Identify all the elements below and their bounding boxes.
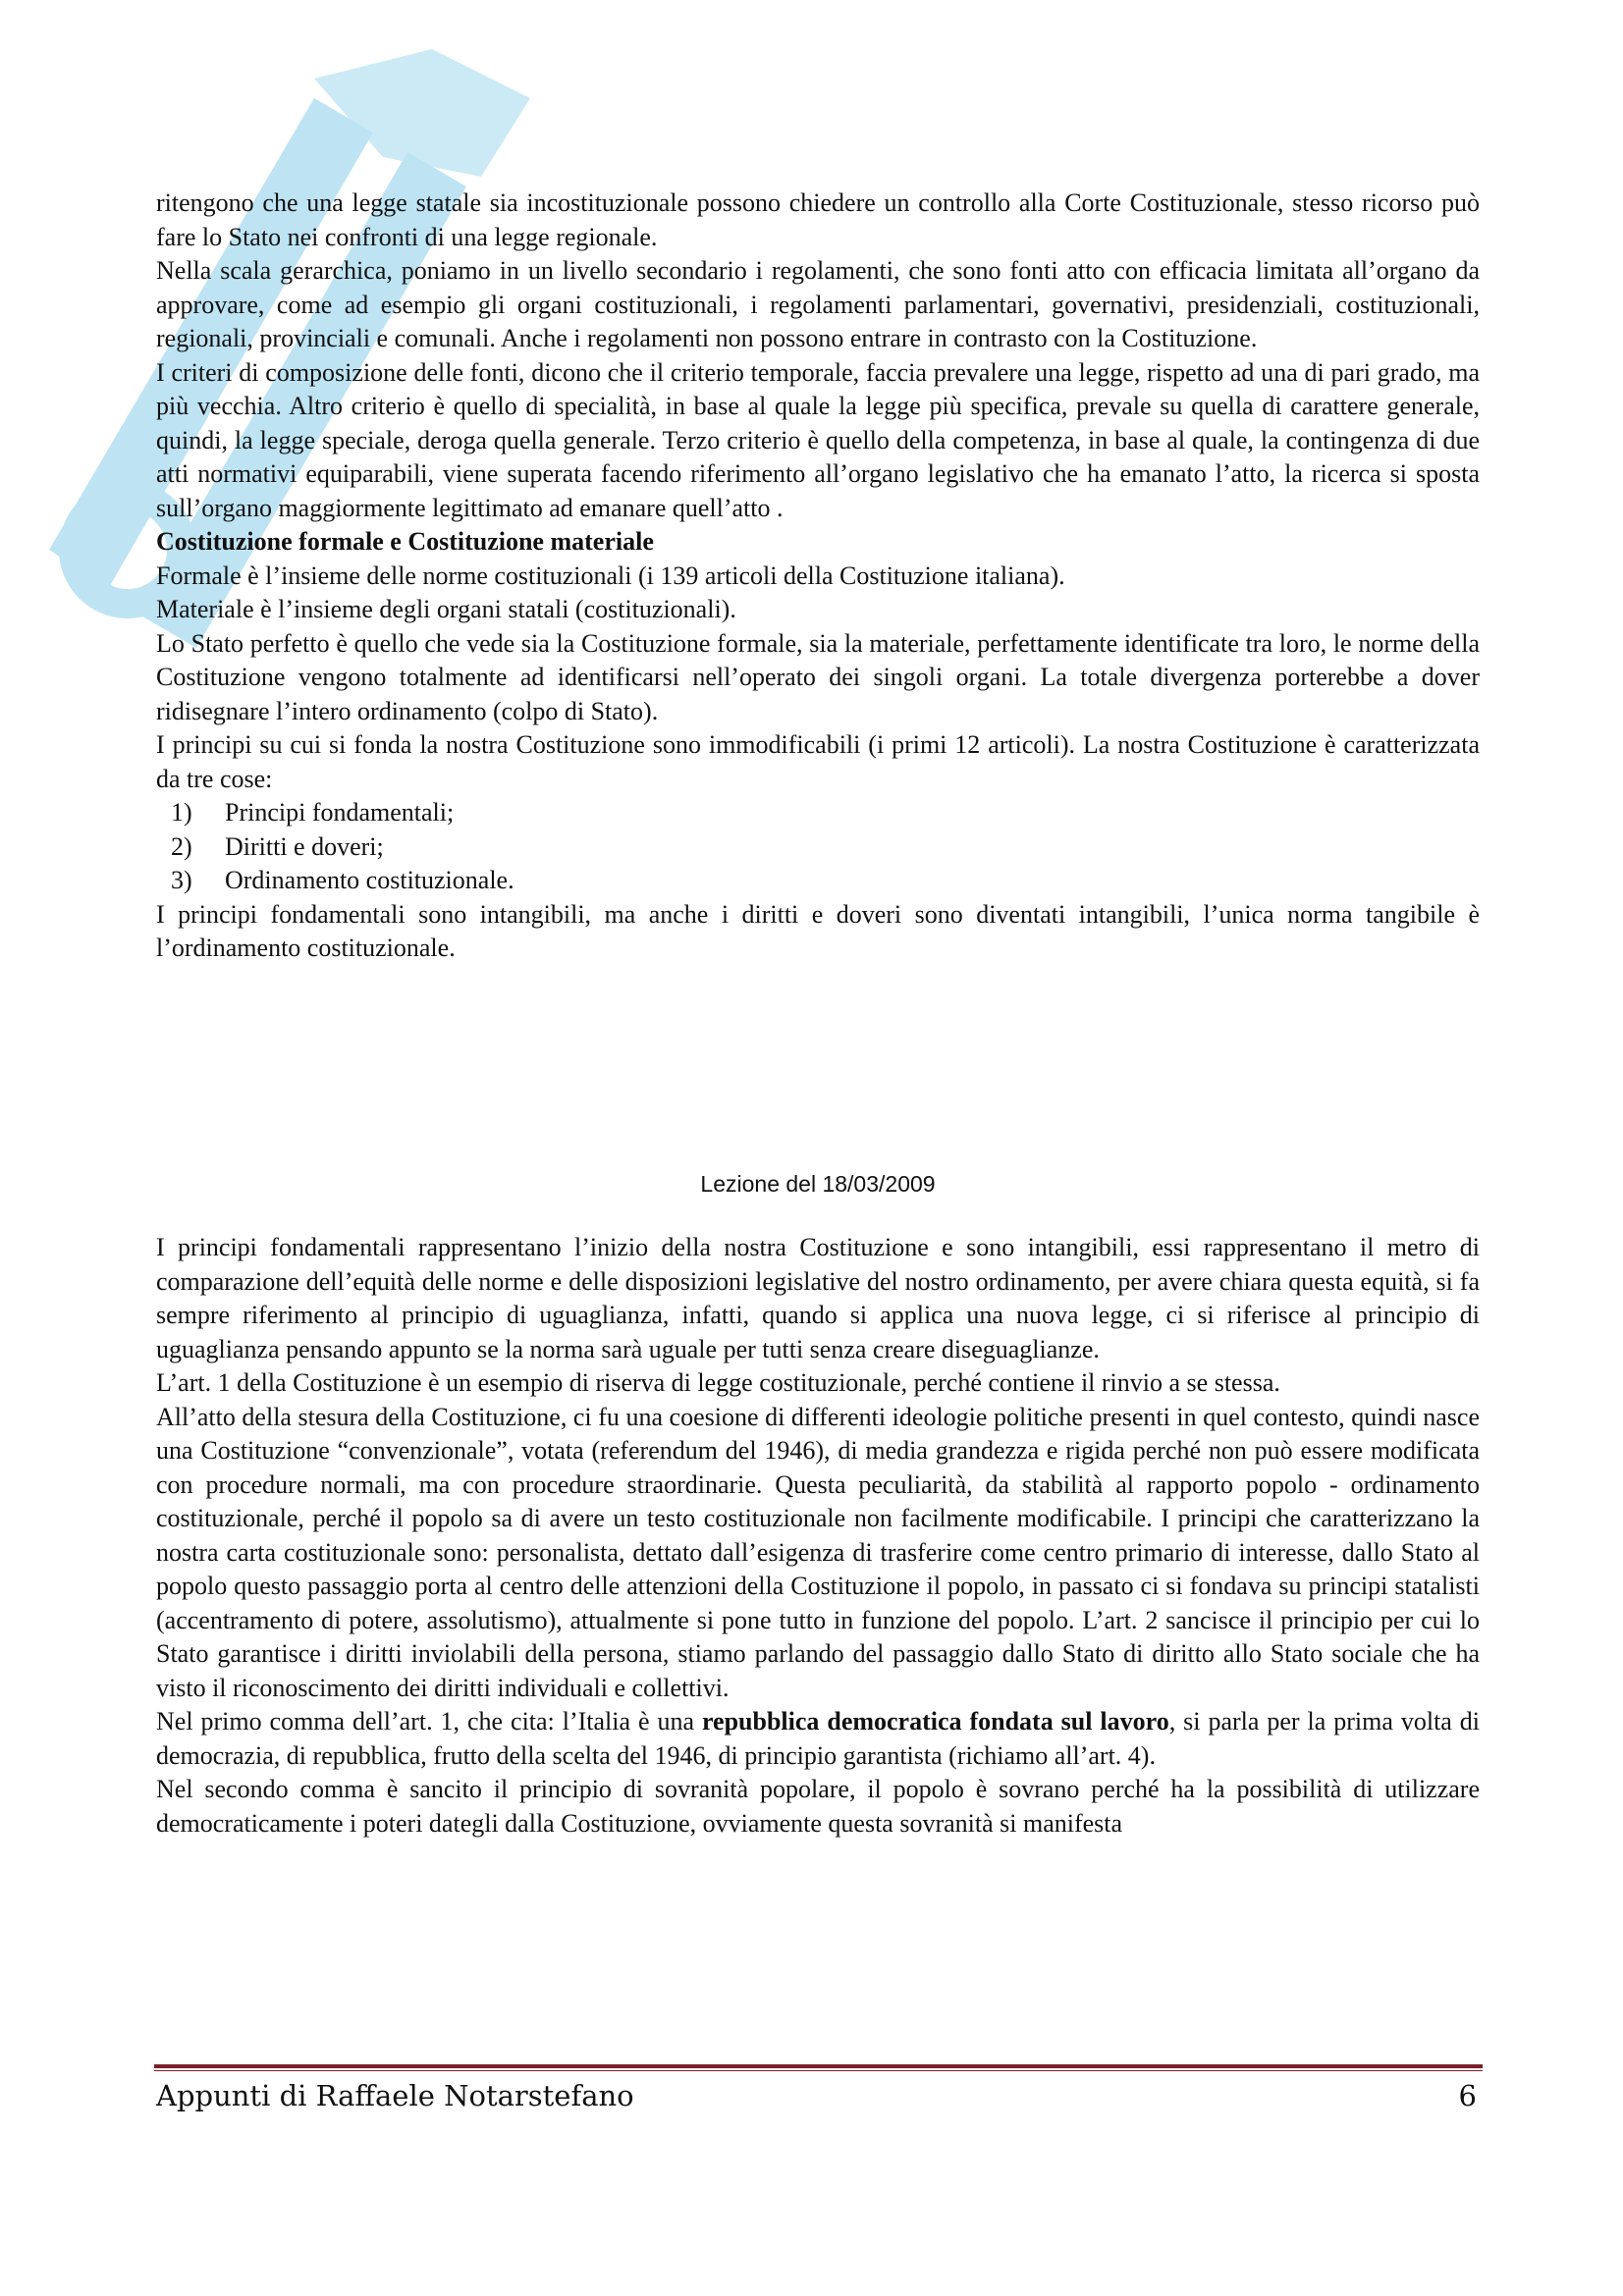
list-item: 2) Diritti e doveri; bbox=[171, 831, 384, 861]
numbered-list bbox=[156, 796, 1480, 898]
footer-rule bbox=[154, 2064, 1483, 2068]
paragraph: Materiale è l’insieme degli organi statali (costituzionali). bbox=[156, 595, 736, 623]
footer-author: Appunti di Raffaele Notarstefano bbox=[156, 2079, 634, 2112]
list-item: 1) Principi fondamentali; bbox=[171, 798, 455, 827]
paragraph: I principi su cui si fonda la nostra Costituzione sono immodificabili (i primi 12 articoli). La nostra Costituzione è caratterizzata da tre cose: bbox=[156, 730, 1480, 793]
page-number: 6 bbox=[1458, 2079, 1477, 2112]
paragraph: Nella scala gerarchica, poniamo in un livello secondario i regolamenti, che sono fonti atto con efficacia limitata all’organo da approvare, come ad esempio gli organi costituzionali, i regolamenti parlamentari, governativi, presidenziali, costituzionali, regionali, provinciali e comunali. Anche i regolamenti non possono entrare in contrasto con la Costituzione. bbox=[156, 256, 1480, 352]
section-heading: Costituzione formale e Costituzione materiale bbox=[156, 527, 654, 556]
paragraph: Nel primo comma dell’art. 1, che cita: l’Italia è una repubblica democratica fondata sul lavoro, si parla per la prima volta di democrazia, di repubblica, frutto della scelta del 1946, di principio garantista (richiamo all’art. 4). bbox=[156, 1707, 1481, 1770]
paragraph: All’atto della stesura della Costituzione, ci fu una coesione di differenti ideologie politiche presenti in quel contesto, quindi nasce una Costituzione “convenzionale”, votata (referendum del 1946), di media grandezza e rigida perché non può essere modificata con procedure normali, ma con procedure straordinarie. Questa peculiarità, da stabilità al rapporto popolo - ordinamento costituzionale, perché il popolo sa di avere un testo costituzionale non facilmente modificabile. I principi che caratterizzano la nostra carta costituzionale sono: personalista, dettato dall’esigenza di trasferire come centro primario di interesse, dallo Stato al popolo questo passaggio porta al centro delle attenzioni della Costituzione il popolo, in passato ci si fondava su principi statalisti (accentramento di potere, assolutismo), attualmente si pone tutto in funzione del popolo. L’art. 2 sancisce il principio per cui lo Stato garantisce i diritti inviolabili della persona, stiamo parlando del passaggio dallo Stato di diritto allo Stato sociale che ha visto il riconoscimento dei diritti individuali e collettivi. bbox=[156, 1402, 1480, 1702]
bold-quote: repubblica democratica fondata sul lavoro bbox=[701, 1707, 1169, 1735]
lesson-title: Lezione del 18/03/2009 bbox=[700, 1171, 936, 1197]
document-page bbox=[156, 187, 1481, 1838]
paragraph: Formale è l’insieme delle norme costituzionali (i 139 articoli della Costituzione italiana). bbox=[156, 561, 1065, 590]
paragraph: Lo Stato perfetto è quello che vede sia la Costituzione formale, sia la materiale, perfettamente identificate tra loro, le norme della Costituzione vengono totalmente ad identificarsi nell’operato dei singoli organi. La totale divergenza porterebbe a dover ridisegnare l’intero ordinamento (colpo di Stato). bbox=[156, 628, 1480, 725]
paragraph: ritengono che una legge statale sia incostituzionale possono chiedere un controllo alla Corte Costituzionale, stesso ricorso può fare lo Stato nei confronti di una legge regionale. bbox=[156, 188, 1480, 251]
paragraph: L’art. 1 della Costituzione è un esempio di riserva di legge costituzionale, perché contiene il rinvio a se stessa. bbox=[156, 1368, 1280, 1397]
paragraph: Nel secondo comma è sancito il principio di sovranità popolare, il popolo è sovrano perché ha la possibilità di utilizzare democraticamente i poteri dategli dalla Costituzione, ovviamente questa sovranità si manifesta bbox=[156, 1775, 1480, 1838]
lesson-body bbox=[156, 1231, 1480, 1841]
paragraph: I criteri di composizione delle fonti, dicono che il criterio temporale, faccia prevalere una legge, rispetto ad una di pari grado, ma più vecchia. Altro criterio è quello di specialità, in base al quale la legge più specifica, prevale su quella di carattere generale, quindi, la legge speciale, deroga quella generale. Terzo criterio è quello della competenza, in base al quale, la contingenza di due atti normativi equiparabili, viene superata facendo riferimento all’organo legislativo che ha emanato l’atto, la ricerca si sposta sull’organo maggiormente legittimato ad emanare quell’atto . bbox=[156, 357, 1480, 522]
paragraph: I principi fondamentali rappresentano l’inizio della nostra Costituzione e sono intangibili, essi rappresentano il metro di comparazione dell’equità delle norme e delle disposizioni legislative del nostro ordinamento, per avere chiara questa equità, si fa sempre riferimento al principio di uguaglianza, infatti, quando si applica una nuova legge, ci si riferisce al principio di uguaglianza pensando appunto se la norma sarà uguale per tutti senza creare diseguaglianze. bbox=[156, 1233, 1480, 1363]
paragraph: I principi fondamentali sono intangibili, ma anche i diritti e doveri sono diventati intangibili, l’unica norma tangibile è l’ordinamento costituzionale. bbox=[156, 899, 1480, 962]
footer-rule-thin bbox=[154, 2070, 1483, 2071]
list-item: 3) Ordinamento costituzionale. bbox=[171, 866, 514, 894]
